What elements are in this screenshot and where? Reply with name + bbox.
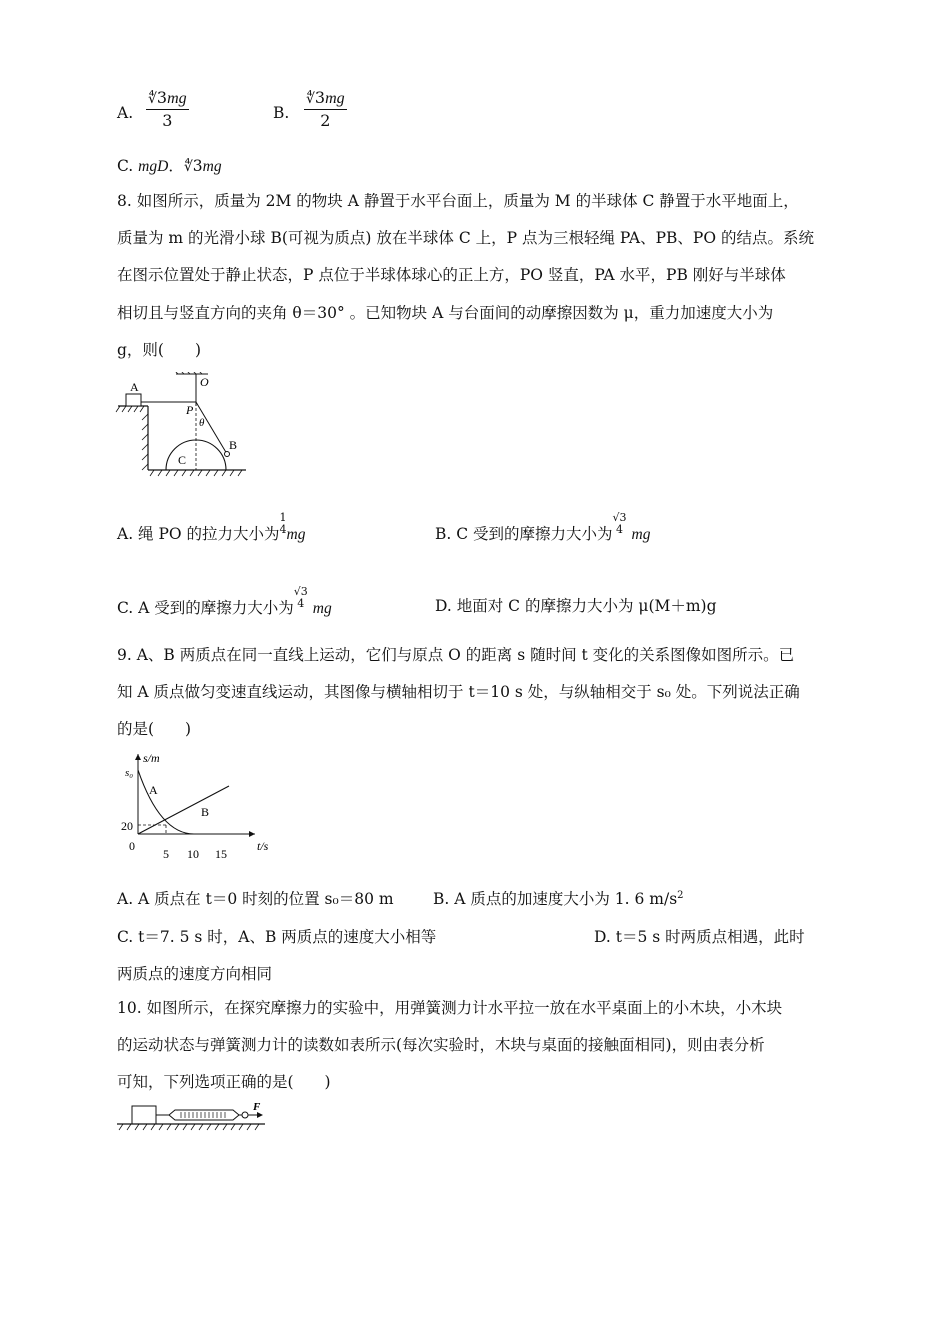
q9-stem-line-3: 的是( ) [117, 720, 192, 738]
q8-figure-label-b: B [229, 438, 238, 452]
q10-stem-line-1: 10. 如图所示，在探究摩擦力的实验中，用弹簧测力计水平拉一放在水平桌面上的小木块，小木块 [117, 999, 783, 1017]
q9-y-tick-20: 20 [121, 819, 133, 833]
q10-figure [115, 1100, 270, 1136]
q9-x-tick-5: 5 [163, 847, 169, 861]
q9-option-d: D. t＝5 s 时两质点相遇，此时 [594, 928, 805, 946]
q8-option-b: B. C 受到的摩擦力大小为 √3 4 mg [435, 511, 651, 543]
q8-figure-label-c: C [178, 453, 187, 467]
q8-figure-label-a: A [130, 380, 139, 394]
q8-stem-line-5: g，则( ) [117, 341, 202, 359]
q9-curve-a-label: A [149, 783, 158, 797]
q7-options-c-d: C. mgD．∜3mg [117, 157, 222, 175]
q8-figure-label-theta: θ [199, 417, 205, 429]
q10-force-label: F [253, 1101, 261, 1113]
q8-stem-line-1: 8. 如图所示，质量为 2M 的物块 A 静置于水平台面上，质量为 M 的半球体 C 静置于水平地面上， [117, 192, 799, 210]
q9-option-a: A. A 质点在 t＝0 时刻的位置 s₀＝80 m [117, 890, 394, 908]
q7-option-a-label: A. [117, 104, 134, 122]
q10-stem-line-2: 的运动状态与弹簧测力计的读数如表所示(每次实验时，木块与桌面的接触面相同)，则由表分析 [117, 1036, 765, 1054]
q8-option-a: A. 绳 PO 的拉力大小为 1 4 mg [117, 511, 306, 543]
q8-option-c: C. A 受到的摩擦力大小为 √3 4 mg [117, 585, 332, 617]
q9-origin: 0 [129, 839, 135, 853]
q7-option-a-fraction: $\frac{∜3mg}{3}$ [148, 88, 187, 130]
q9-stem-line-1: 9. A、B 两质点在同一直线上运动，它们与原点 O 的距离 s 随时间 t 变化的关系图像如图所示。已 [117, 646, 795, 664]
q7-option-b-fraction: $\frac{∜3mg}{2}$ [306, 88, 345, 130]
q9-x-tick-10: 10 [187, 847, 199, 861]
q9-graph [115, 748, 275, 863]
q8-figure [110, 372, 280, 477]
q8-figure-label-o: O [200, 375, 209, 389]
q9-y-axis-label: s/m [143, 751, 160, 765]
q9-stem-line-2: 知 A 质点做匀变速直线运动，其图像与横轴相切于 t＝10 s 处，与纵轴相交于 s₀ 处。下列说法正确 [117, 683, 800, 701]
q9-line-b-label: B [201, 805, 210, 819]
q9-option-c: C. t＝7. 5 s 时，A、B 两质点的速度大小相等 [117, 928, 437, 946]
q8-stem-line-3: 在图示位置处于静止状态，P 点位于半球体球心的正上方，PO 竖直，PA 水平，PB 刚好与半球体 [117, 266, 786, 284]
q8-stem-line-2: 质量为 m 的光滑小球 B(可视为质点) 放在半球体 C 上，P 点为三根轻绳 PA、PB、PO 的结点。系统 [117, 229, 814, 247]
q7-option-b-label: B. [273, 104, 290, 122]
q10-stem-line-3: 可知，下列选项正确的是( ) [117, 1073, 331, 1091]
q8-option-d: D. 地面对 C 的摩擦力大小为 μ(M＋m)g [435, 597, 717, 615]
q8-figure-label-p: P [186, 403, 194, 417]
q9-curve-a [138, 770, 194, 834]
q8-stem-line-4: 相切且与竖直方向的夹角 θ＝30° 。已知物块 A 与台面间的动摩擦因数为 μ，重力加速度大小为 [117, 304, 774, 322]
q9-y-tick-s0: s₀ [125, 767, 134, 779]
q9-x-axis-label: t/s [257, 839, 269, 853]
q9-x-tick-15: 15 [215, 847, 227, 861]
q9-option-d-continued: 两质点的速度方向相同 [117, 965, 273, 983]
q9-option-b: B. A 质点的加速度大小为 1. 6 $m/s^2$ [433, 889, 684, 908]
